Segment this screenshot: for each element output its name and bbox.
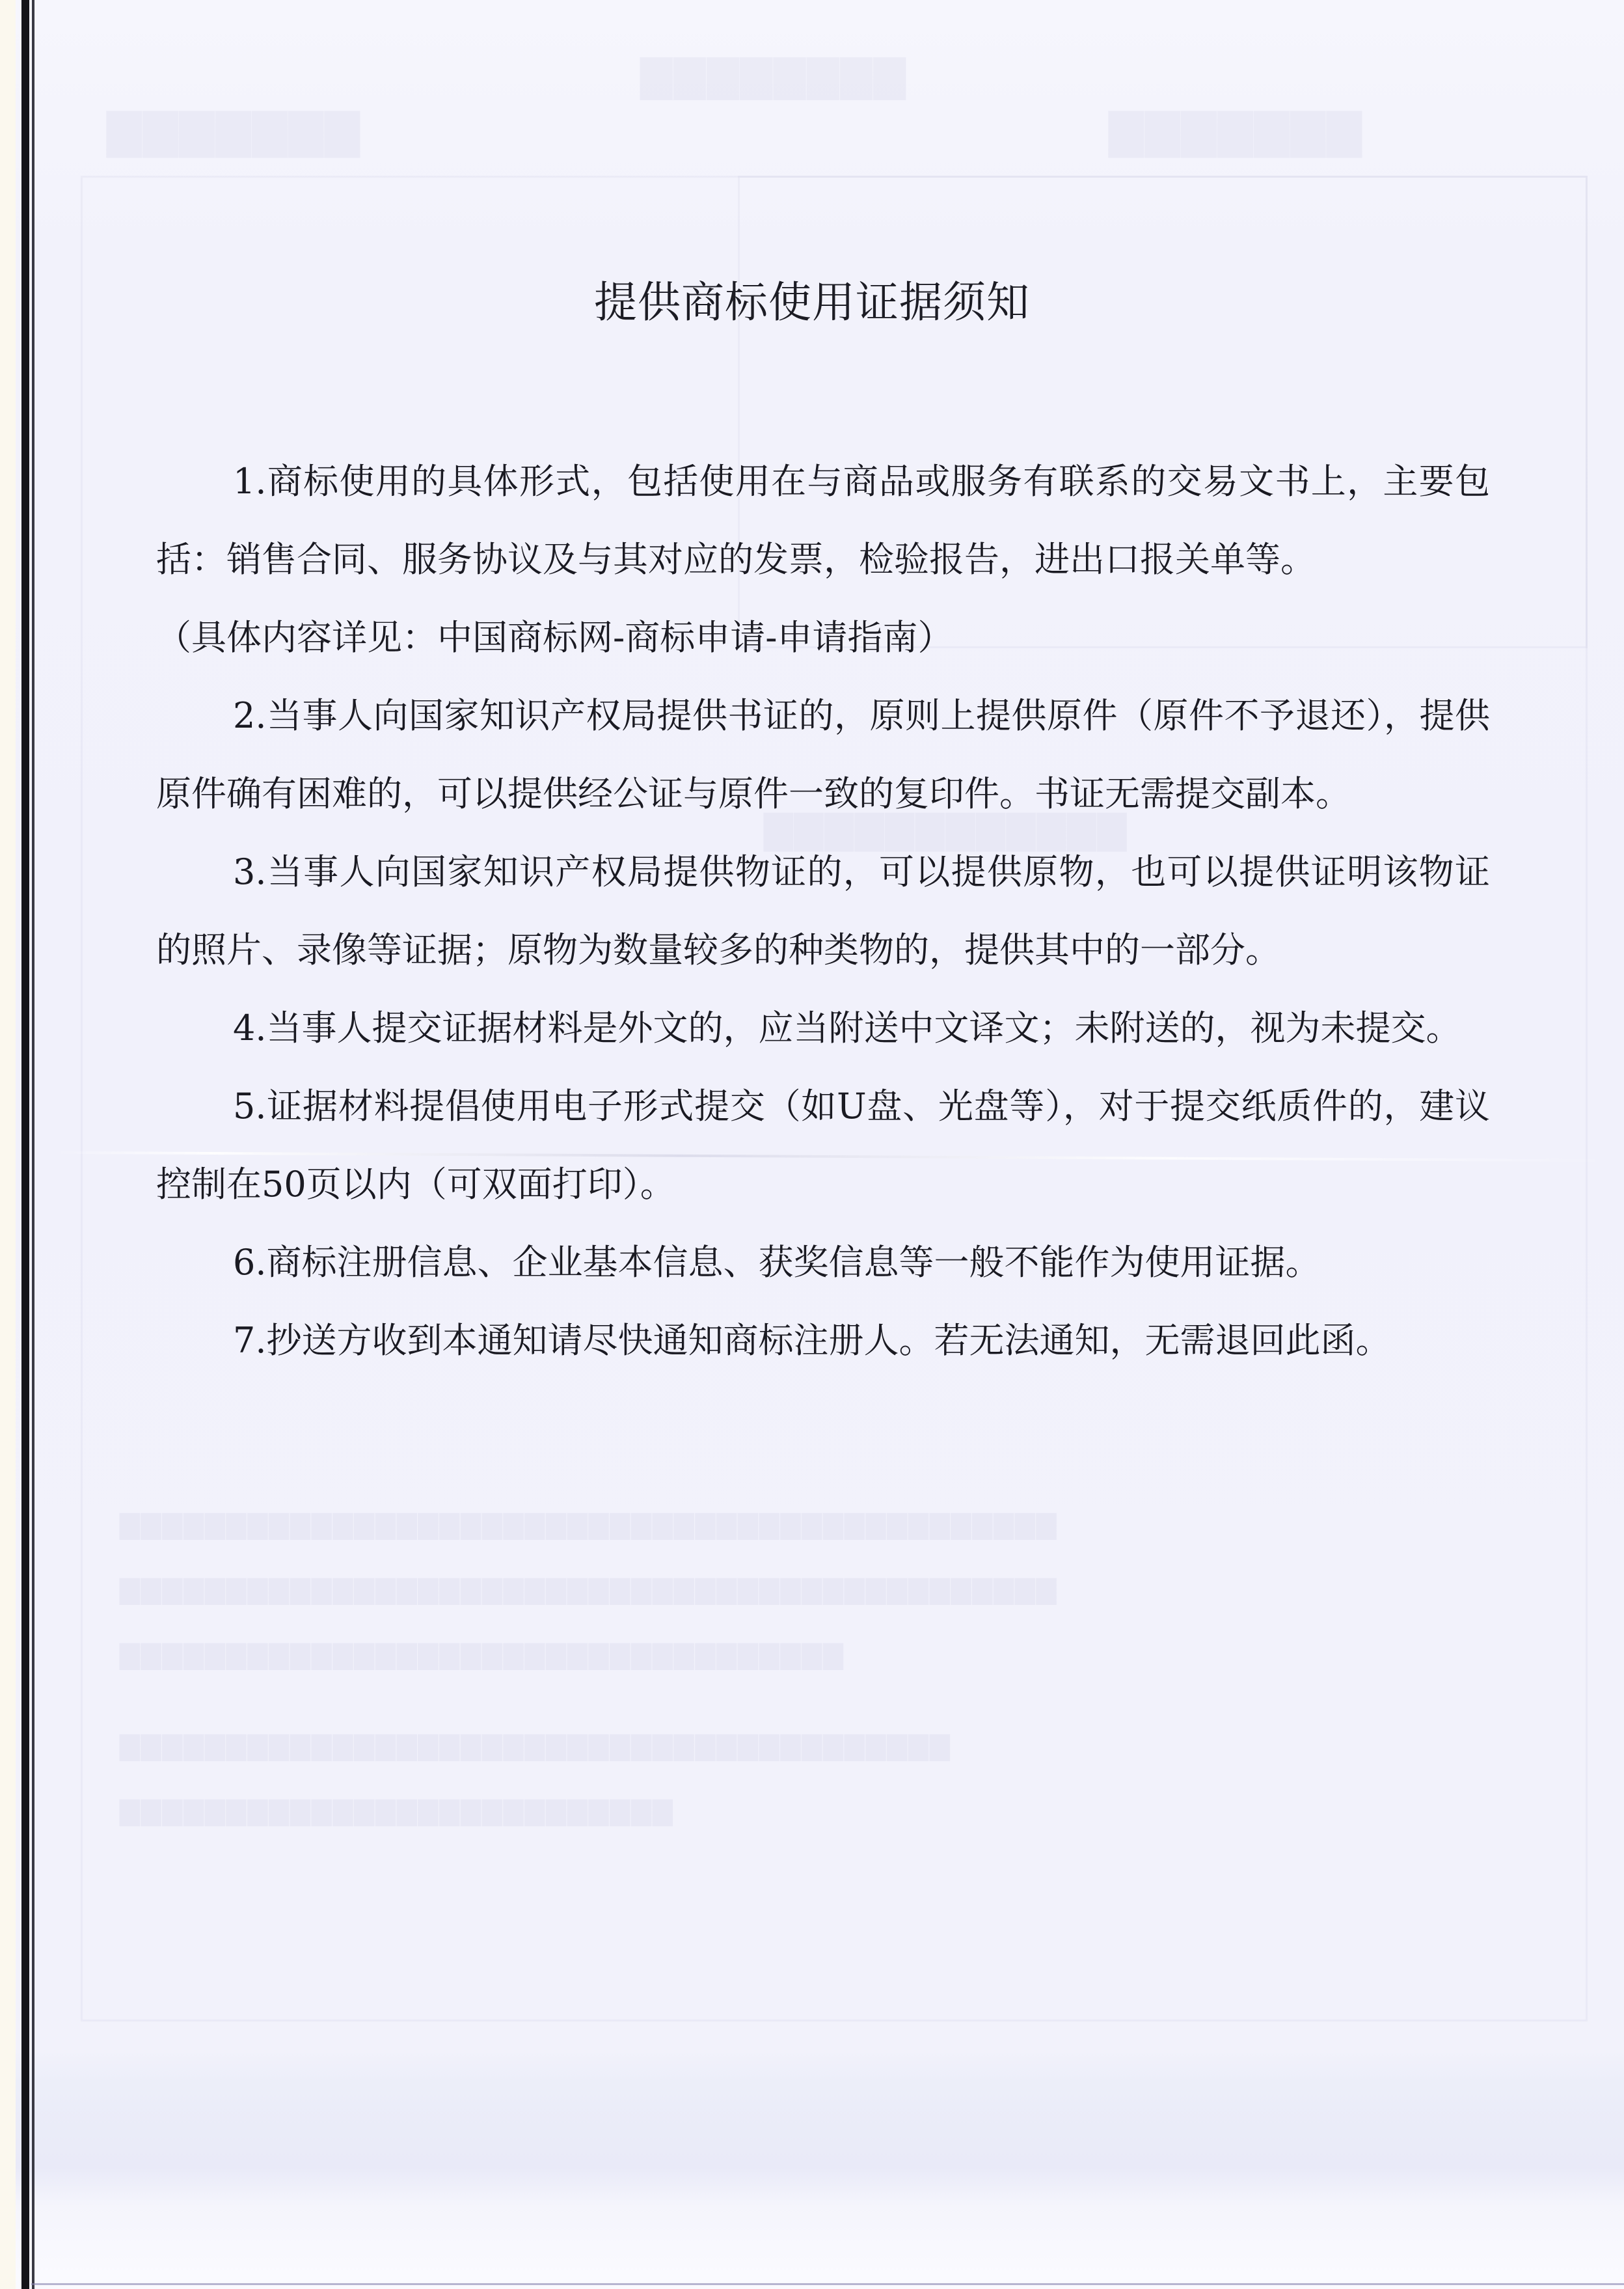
show-through-text: ▇▇▇▇▇▇▇▇ [640,52,907,100]
document-title: 提供商标使用证据须知 [594,277,1030,327]
show-through-text: ▇▇▇▇▇▇▇ [1109,104,1363,158]
show-through-text: ▇▇▇▇▇▇▇▇▇▇▇▇▇▇▇▇▇▇▇▇▇▇▇▇▇▇▇▇▇▇▇▇▇▇▇▇▇▇▇▇▇▇▇▇ [120,1510,1058,1540]
show-through-text: ▇▇▇▇▇▇▇▇▇▇▇▇▇▇▇▇▇▇▇▇▇▇▇▇▇▇ [120,1796,674,1826]
page-left-border-thick [21,0,29,2289]
paragraph-2: 2.当事人向国家知识产权局提供书证的，原则上提供原件（原件不予退还），提供原件确有困难的，可以提供经公证与原件一致的复印件。书证无需提交副本。 [156,695,1490,814]
show-through-text: ▇▇▇▇▇▇▇ [107,104,361,158]
show-through-text: ▇▇▇▇▇▇▇▇▇▇▇▇ [764,807,1128,851]
paragraph-4: 4.当事人提交证据材料是外文的，应当附送中文译文；未附送的，视为未提交。 [233,1007,1461,1049]
paragraph-3: 3.当事人向国家知识产权局提供物证的，可以提供原物，也可以提供证明该物证的照片、录像等证据；原物为数量较多的种类物的，提供其中的一部分。 [156,851,1490,970]
paragraph-7: 7.抄送方收到本通知请尽快通知商标注册人。若无法通知，无需退回此函。 [233,1320,1391,1361]
paragraph-6: 6.商标注册信息、企业基本信息、获奖信息等一般不能作为使用证据。 [233,1242,1321,1283]
paragraph-5: 5.证据材料提倡使用电子形式提交（如U盘、光盘等），对于提交纸质件的，建议控制在50页以内（可双面打印）。 [156,1086,1490,1205]
show-through-text: ▇▇▇▇▇▇▇▇▇▇▇▇▇▇▇▇▇▇▇▇▇▇▇▇▇▇▇▇▇▇▇▇▇▇ [120,1640,845,1670]
page-bottom-edge [31,2283,1624,2285]
show-through-text: ▇▇▇▇▇▇▇▇▇▇▇▇▇▇▇▇▇▇▇▇▇▇▇▇▇▇▇▇▇▇▇▇▇▇▇▇▇▇▇ [120,1731,951,1761]
paragraph-1-reference: （具体内容详见：中国商标网-商标申请-申请指南） [156,617,953,658]
page-left-border-thin [32,0,34,2289]
show-through-text: ▇▇▇▇▇▇▇▇▇▇▇▇▇▇▇▇▇▇▇▇▇▇▇▇▇▇▇▇▇▇▇▇▇▇▇▇▇▇▇▇▇▇▇▇ [120,1575,1058,1605]
paragraph-1: 1.商标使用的具体形式，包括使用在与商品或服务有联系的交易文书上，主要包括：销售合同、服务协议及与其对应的发票，检验报告，进出口报关单等。 [156,461,1490,580]
document-body [156,443,1490,1380]
